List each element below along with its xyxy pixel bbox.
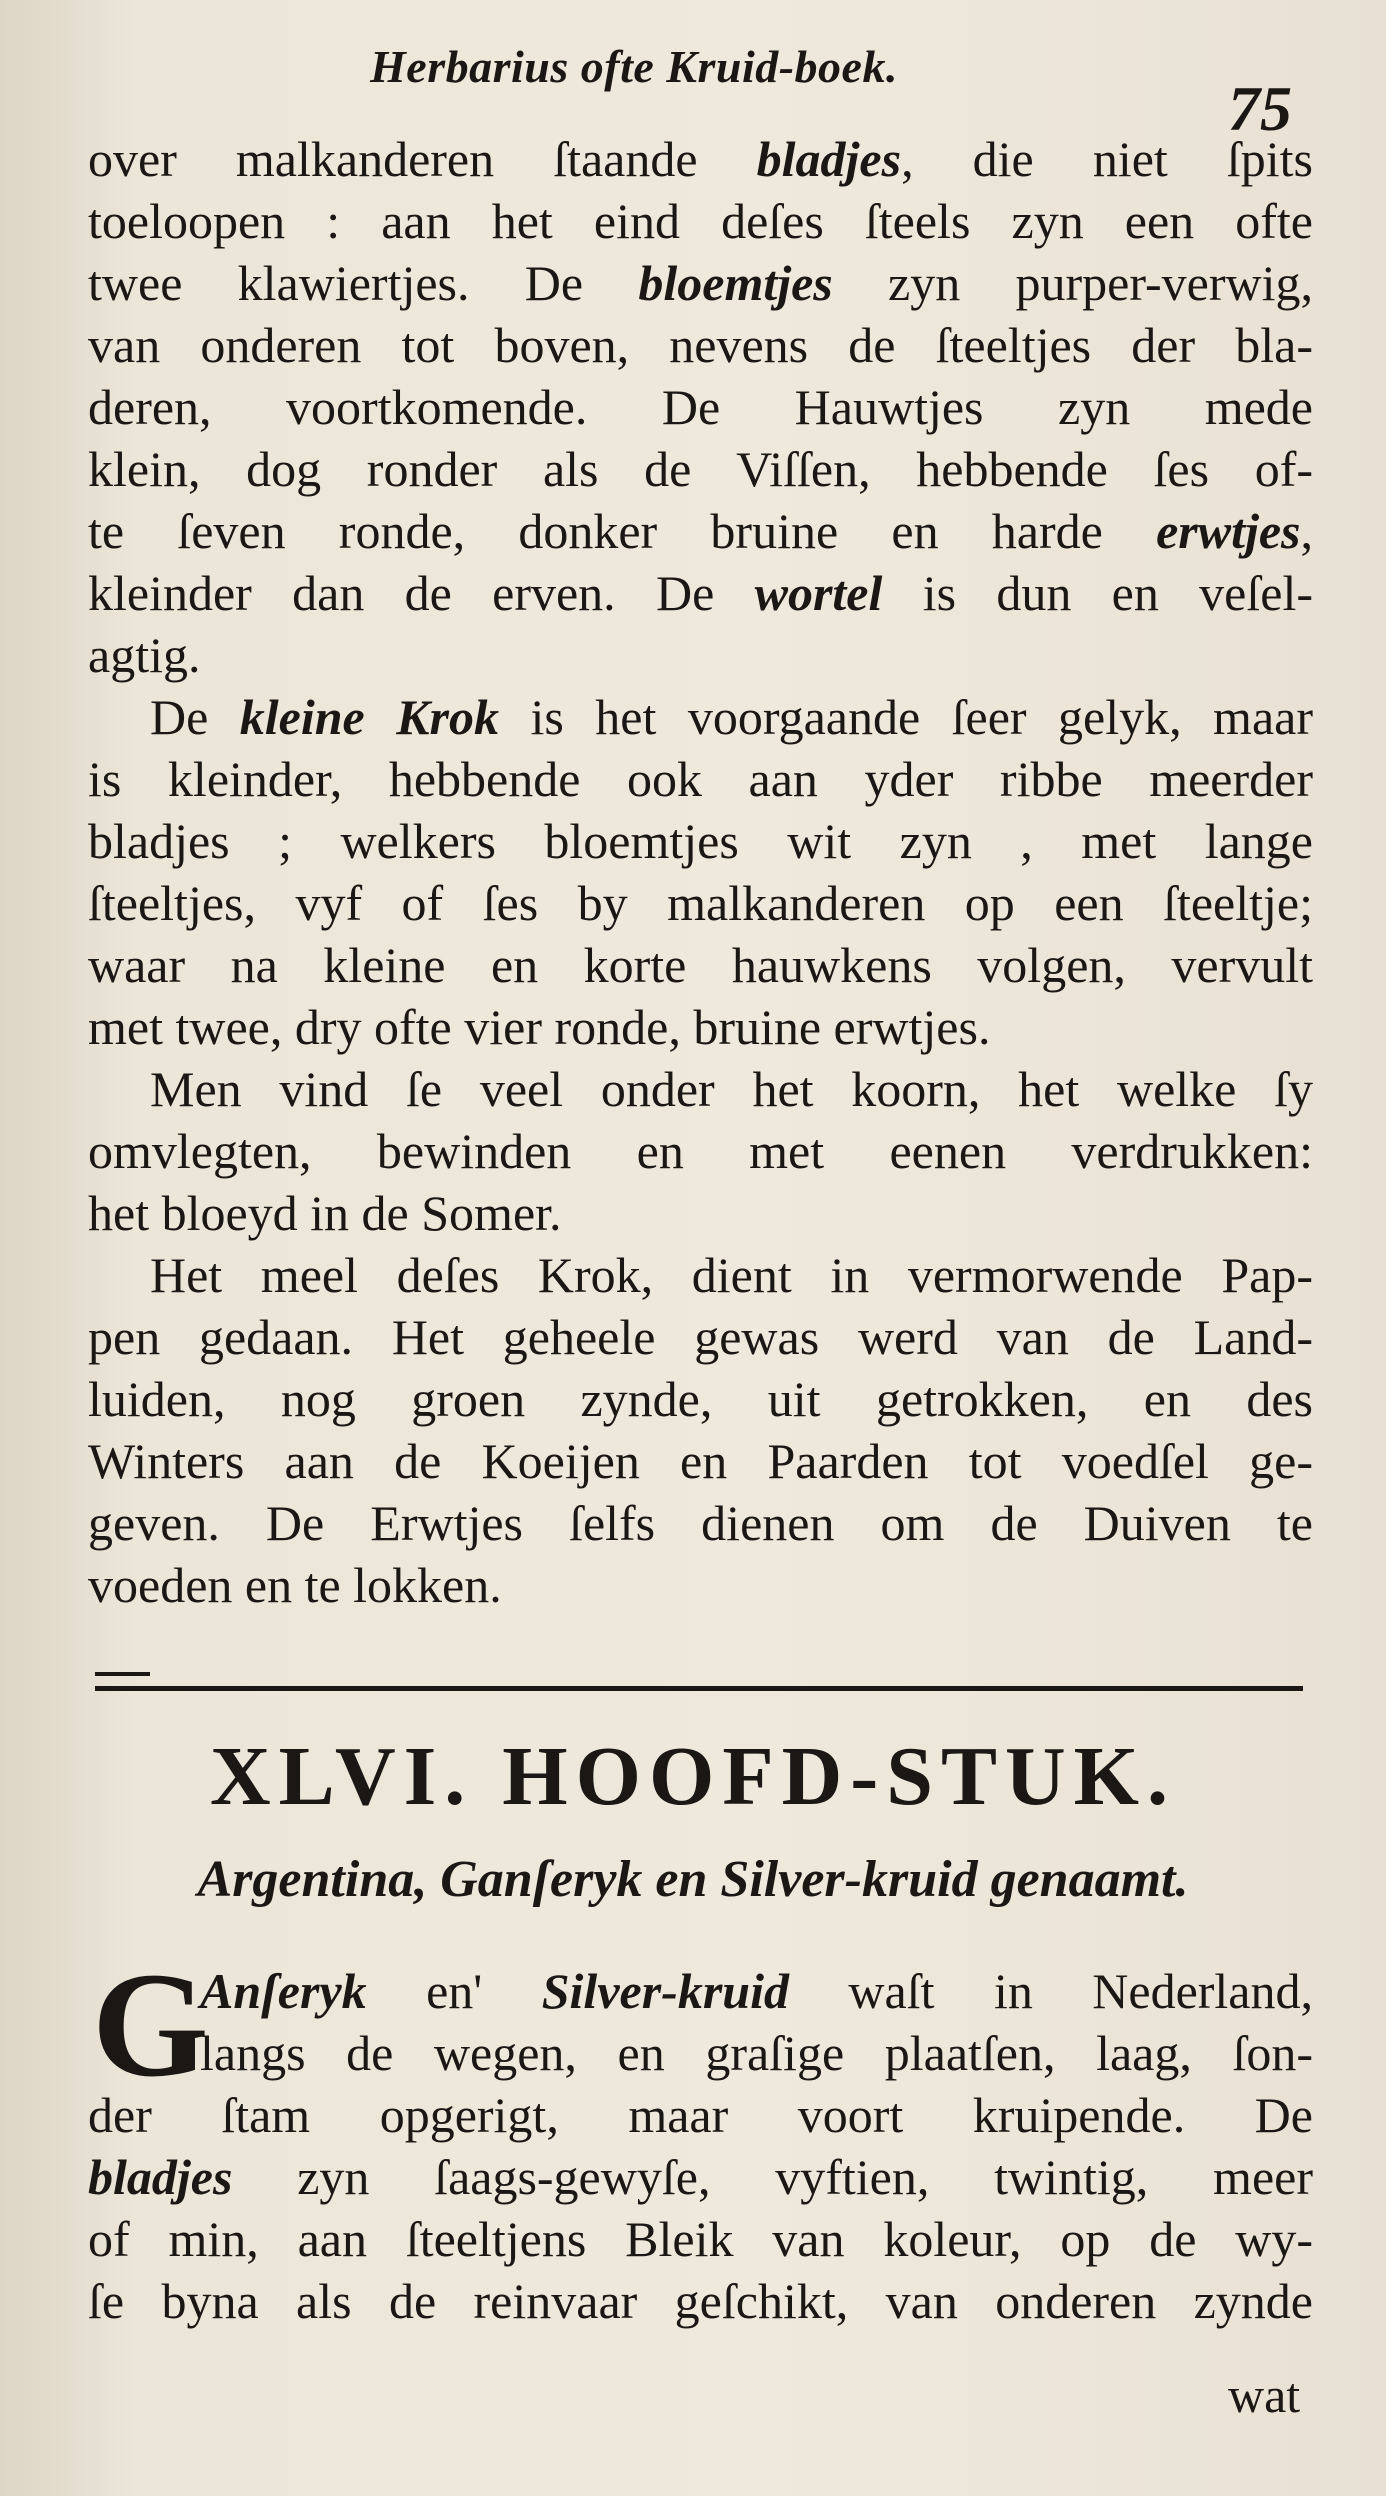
text-line	[88, 128, 1313, 190]
italic-term: bloemtjes	[638, 255, 833, 311]
text-line	[88, 190, 1313, 252]
text-run: Men vind ſe veel onder het koorn, het welke ſy	[150, 1061, 1313, 1117]
text-run: te ſeven ronde, donker bruine en harde	[88, 503, 1157, 559]
text-line	[88, 2146, 1313, 2208]
text-line	[88, 1306, 1313, 1368]
text-line	[88, 438, 1313, 500]
chapter-rule	[95, 1686, 1303, 1691]
chapter-title: XLVI. HOOFD-STUK.	[209, 1730, 1177, 1823]
text-run: het bloeyd in de Somer.	[88, 1185, 562, 1241]
text-run: Het meel deſes Krok, dient in vermorwende Pap-	[150, 1247, 1313, 1303]
text-run: pen gedaan. Het geheele gewas werd van de Land-	[88, 1309, 1313, 1365]
italic-term: bladjes	[88, 2149, 233, 2205]
italic-term: kleine Krok	[239, 689, 500, 745]
text-line	[88, 314, 1313, 376]
rule-ornament	[95, 1672, 150, 1686]
text-run: klein, dog ronder als de Viſſen, hebbende ſes of-	[88, 441, 1313, 497]
text-run: en'	[366, 1963, 542, 2019]
text-run: omvlegten, bewinden en met eenen verdrukken:	[88, 1123, 1313, 1179]
italic-term: bladjes	[756, 131, 902, 187]
text-line	[88, 624, 1313, 686]
text-line	[88, 252, 1313, 314]
text-run: of min, aan ſteeltjens Bleik van koleur, op de wy-	[88, 2211, 1313, 2267]
text-run: waſt in Nederland,	[788, 1963, 1313, 2019]
text-run: langs de wegen, en graſige plaatſen, laag, ſon-	[200, 2025, 1313, 2081]
text-line	[88, 810, 1313, 872]
text-line	[88, 1182, 1313, 1244]
italic-term: Anſeryk	[200, 1963, 367, 2019]
italic-term: Silver-kruid	[541, 1963, 789, 2019]
text-run: , die niet ſpits	[901, 131, 1313, 187]
text-run: waar na kleine en korte hauwkens volgen, vervult	[88, 937, 1313, 993]
text-line	[88, 686, 1313, 748]
text-line	[88, 1492, 1313, 1554]
text-run: ſteeltjes, vyf of ſes by malkanderen op een ſteeltje;	[88, 875, 1313, 931]
text-line	[88, 2270, 1313, 2332]
text-run: Winters aan de Koeijen en Paarden tot voedſel ge-	[88, 1433, 1313, 1489]
text-run: ,	[1300, 503, 1313, 559]
bottom-body-text	[88, 1960, 1313, 2332]
text-line	[88, 500, 1313, 562]
text-run: zyn ſaags-gewyſe, vyftien, twintig, meer	[232, 2149, 1313, 2205]
italic-term: erwtjes	[1156, 503, 1301, 559]
text-run: deren, voortkomende. De Hauwtjes zyn mede	[88, 379, 1313, 435]
text-line	[88, 1244, 1313, 1306]
running-head: Herbarius ofte Kruid-boek.	[370, 41, 898, 92]
page-number: 75	[1228, 73, 1292, 144]
text-line	[88, 376, 1313, 438]
text-line	[88, 562, 1313, 624]
text-run: over malkanderen ſtaande	[88, 131, 757, 187]
text-run: twee klawiertjes. De	[88, 255, 639, 311]
text-line	[88, 2208, 1313, 2270]
text-run: der ſtam opgerigt, maar voort kruipende. De	[88, 2087, 1313, 2143]
text-line	[88, 934, 1313, 996]
text-line	[88, 2084, 1313, 2146]
text-run: geven. De Erwtjes ſelfs dienen om de Duiven te	[88, 1495, 1313, 1551]
text-run: toeloopen : aan het eind deſes ſteels zyn een ofte	[88, 193, 1313, 249]
text-line	[88, 1368, 1313, 1430]
text-run: zyn purper-verwig,	[832, 255, 1313, 311]
catchword: wat	[1228, 2367, 1301, 2423]
text-line	[88, 748, 1313, 810]
text-run: is kleinder, hebbende ook aan yder ribbe meerder	[88, 751, 1313, 807]
text-run: kleinder dan de erven. De	[88, 565, 755, 621]
text-line	[88, 872, 1313, 934]
top-body-text	[88, 128, 1313, 1616]
text-line	[88, 1120, 1313, 1182]
text-line	[88, 2022, 1313, 2084]
text-run: bladjes ; welkers bloemtjes wit zyn , met lange	[88, 813, 1313, 869]
text-run: voeden en te lokken.	[88, 1557, 502, 1613]
text-run: is het voorgaande ſeer gelyk, maar	[499, 689, 1313, 745]
drop-cap: G	[92, 1942, 209, 2108]
text-line	[88, 1058, 1313, 1120]
text-run: luiden, nog groen zynde, uit getrokken, en des	[88, 1371, 1313, 1427]
italic-term: wortel	[754, 565, 883, 621]
text-line	[88, 996, 1313, 1058]
text-run: met twee, dry ofte vier ronde, bruine erwtjes.	[88, 999, 991, 1055]
text-run: is dun en veſel-	[882, 565, 1313, 621]
text-line	[88, 1430, 1313, 1492]
text-line	[88, 1960, 1313, 2022]
text-run: van onderen tot boven, nevens de ſteeltjes der bla-	[88, 317, 1313, 373]
text-run: ſe byna als de reinvaar geſchikt, van onderen zynde	[88, 2273, 1313, 2329]
text-run: De	[150, 689, 240, 745]
chapter-subtitle: Argentina, Ganſeryk en Silver-kruid genaamt.	[197, 1851, 1189, 1908]
text-line	[88, 1554, 1313, 1616]
text-run: agtig.	[88, 627, 201, 683]
